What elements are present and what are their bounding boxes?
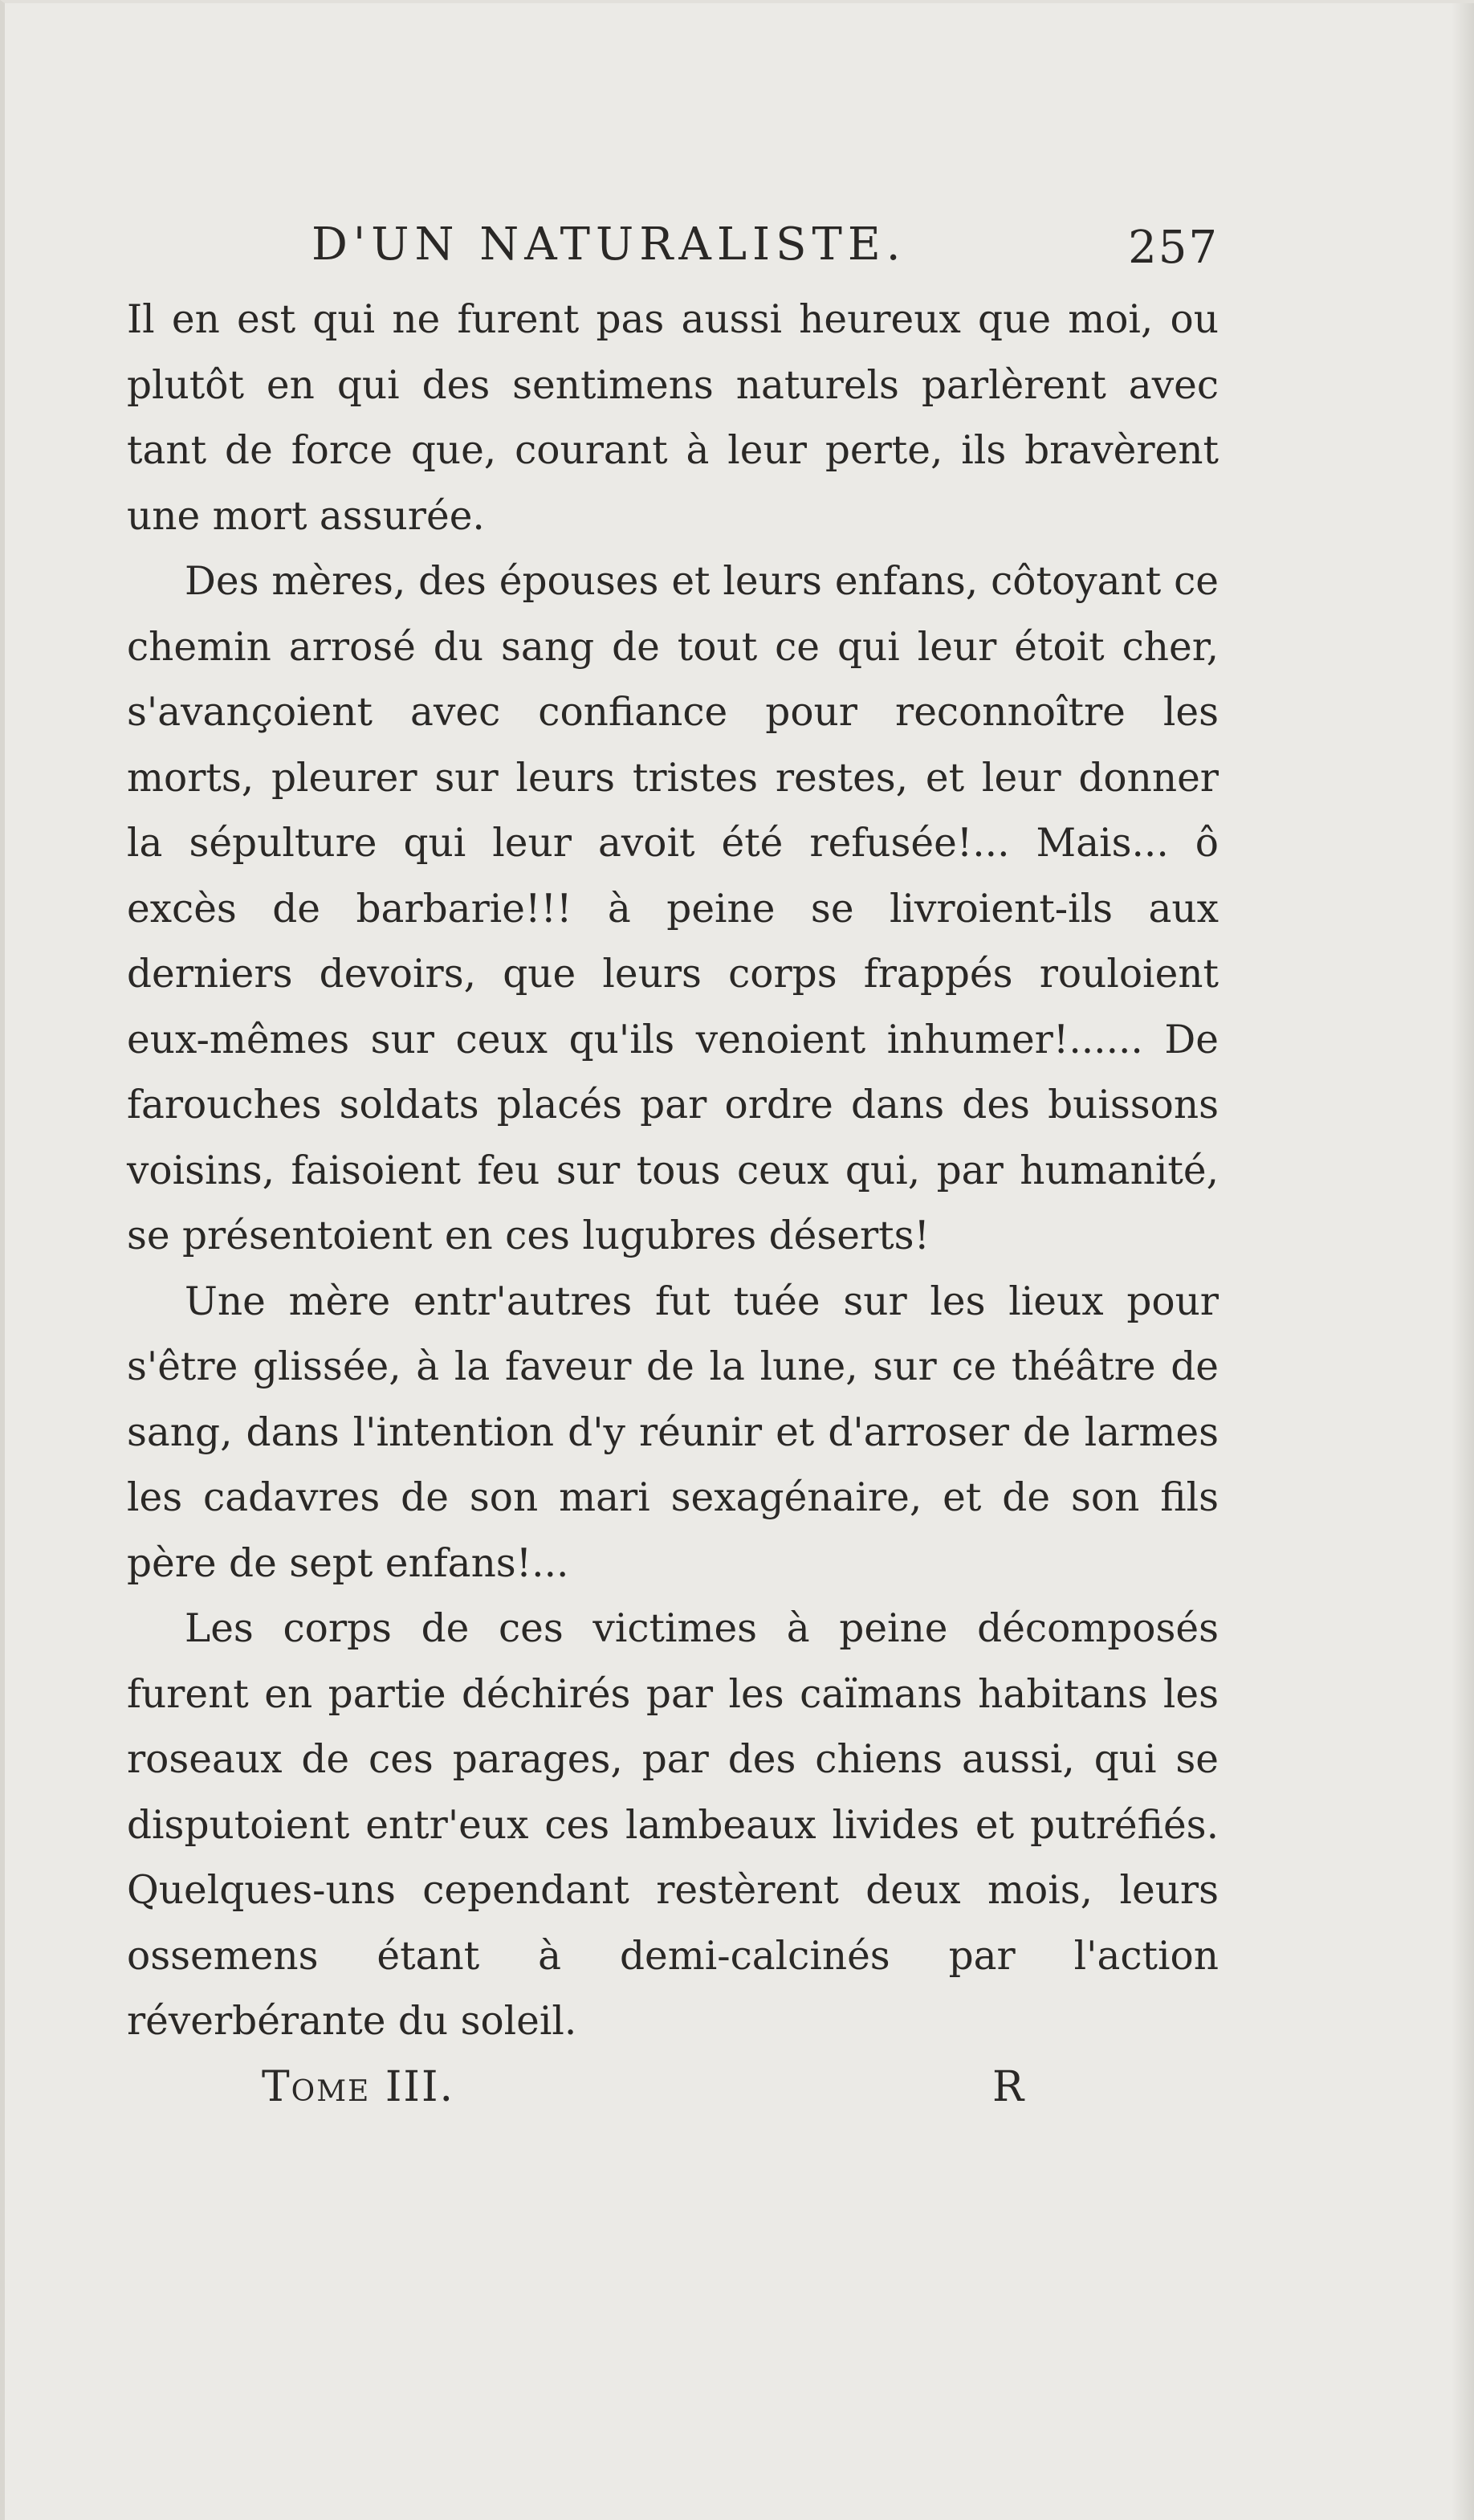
paragraph-4: Les corps de ces victimes à peine décomposés furent en partie déchirés par les caïmans habitans les roseaux de ces parages, par des chiens aussi, qui se disputoient entr'eux ces lambeaux livides et putréfiés. Quelques-uns cependant restèrent deux mois, leurs ossemens étant à demi-calcinés par l'action réverbérante du soleil. [127, 1606, 1219, 2044]
running-title: D'UN NATURALISTE. [311, 218, 906, 271]
running-head [127, 210, 1219, 287]
page-edge-shadow [1452, 3, 1474, 2520]
paragraph-3: Une mère entr'autres fut tuée sur les lieux pour s'être glissée, à la faveur de la lune, sur ce théâtre de sang, dans l'intention d'y réunir et d'arroser de larmes les cadavres de son mari sexagénaire, et de son fils père de sept enfans!... [127, 1278, 1219, 1586]
text-block [127, 210, 1219, 2134]
page-footer [127, 2061, 1219, 2134]
signature-mark: R [992, 2062, 1024, 2111]
paragraph-2: Des mères, des épouses et leurs enfans, côtoyant ce chemin arrosé du sang de tout ce qui leur étoit cher, s'avançoient avec confiance pour reconnoître les morts, pleurer sur leurs tristes restes, et leur donner la sépulture qui leur avoit été refusée!... Mais... ô excès de barbarie!!! à peine se livroient-ils aux derniers devoirs, que leurs corps frappés rouloient eux-mêmes sur ceux qu'ils venoient inhumer!...... De farouches soldats placés par ordre dans des buissons voisins, faisoient feu sur tous ceux qui, par humanité, se présentoient en ces lugubres déserts! [127, 559, 1219, 1258]
page-number: 257 [1128, 222, 1219, 274]
signature-line: Tome III. [262, 2062, 455, 2111]
paragraph-1: Il en est qui ne furent pas aussi heureux que moi, ou plutôt en qui des sentimens naturels parlèrent avec tant de force que, courant à leur perte, ils bravèrent une mort assurée. [127, 297, 1219, 539]
